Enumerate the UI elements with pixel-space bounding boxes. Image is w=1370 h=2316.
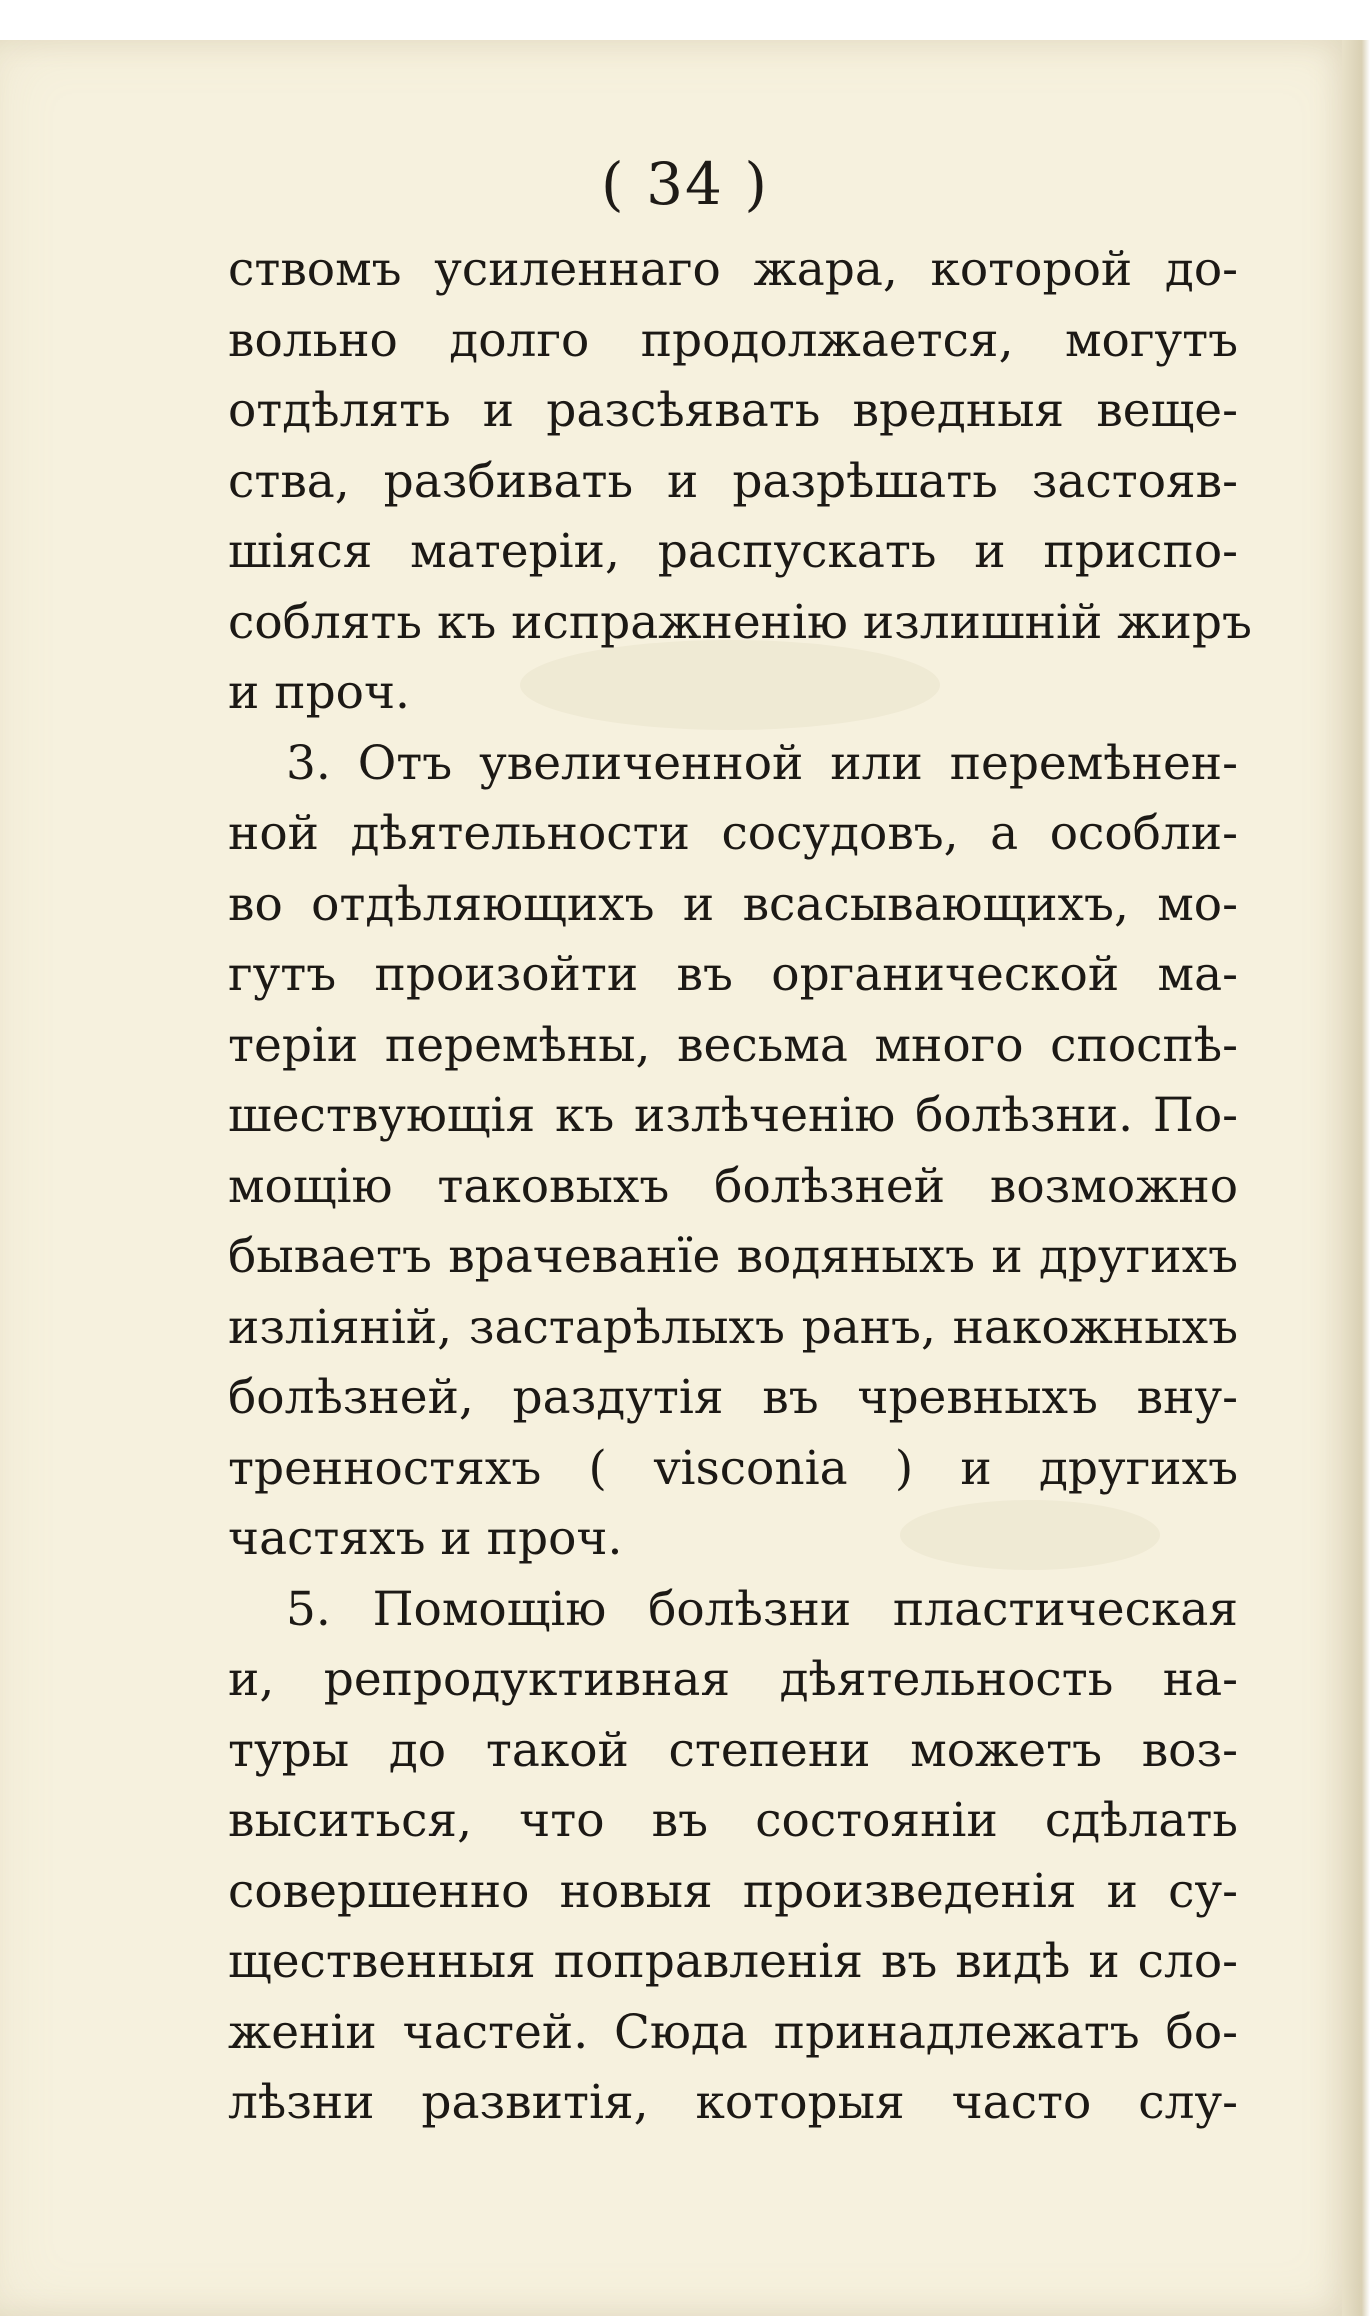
text-line: лѣзни развитія, которыя часто слу- bbox=[228, 2075, 1238, 2130]
paragraph-5-start: 5. Помощію болѣзни пластическая bbox=[286, 1581, 1238, 1637]
page-number: ( 34 ) bbox=[601, 150, 769, 218]
text-line: женіи частей. Сюда принадлежатъ бо- bbox=[228, 2004, 1238, 2060]
text-line: отдѣлять и разсѣявать вредныя веще- bbox=[228, 383, 1238, 438]
paragraph-3-start: 3. Отъ увеличенной или перемѣнен- bbox=[286, 735, 1238, 791]
text-line: соблять къ испражненію излишній жиръ bbox=[228, 594, 1252, 650]
text-line: мощію таковыхъ болѣзней возможно bbox=[228, 1158, 1238, 1214]
text-line: во отдѣляющихъ и всасывающихъ, мо- bbox=[228, 876, 1238, 932]
text-line: и, репродуктивная дѣятельность на- bbox=[228, 1652, 1238, 1707]
body-text bbox=[228, 235, 1252, 2139]
text-line: туры до такой степени можетъ воз- bbox=[228, 1722, 1238, 1778]
text-line: изліяній, застарѣлыхъ ранъ, накожныхъ bbox=[228, 1299, 1238, 1355]
text-line: теріи перемѣны, весьма много споспѣ- bbox=[228, 1017, 1238, 1073]
text-line: шествующія къ излѣченію болѣзни. По- bbox=[228, 1088, 1238, 1143]
text-line: выситься, что въ состояніи сдѣлать bbox=[228, 1793, 1238, 1848]
text-line: и проч. bbox=[228, 665, 410, 720]
text-line: тренностяхъ ( visconia ) и другихъ bbox=[228, 1440, 1238, 1496]
text-line: гутъ произойти въ органической ма- bbox=[228, 947, 1238, 1002]
text-line: совершенно новыя произведенія и су- bbox=[228, 1863, 1238, 1919]
text-line: ной дѣятельности сосудовъ, а особли- bbox=[228, 806, 1238, 861]
text-line: ства, разбивать и разрѣшать застояв- bbox=[228, 453, 1238, 509]
text-line: болѣзней, раздутія въ чревныхъ вну- bbox=[228, 1370, 1238, 1425]
text-line: шіяся матеріи, распускать и приспо- bbox=[228, 524, 1238, 579]
text-line: бываетъ врачеванїе водяныхъ и другихъ bbox=[228, 1229, 1238, 1284]
text-line: частяхъ и проч. bbox=[228, 1511, 623, 1566]
text-line: ствомъ усиленнаго жара, которой до- bbox=[228, 242, 1238, 297]
text-line: вольно долго продолжается, могутъ bbox=[228, 312, 1238, 368]
page-edge-shadow bbox=[1342, 40, 1370, 2316]
text-line: щественныя поправленія въ видѣ и сло- bbox=[228, 1934, 1238, 1989]
